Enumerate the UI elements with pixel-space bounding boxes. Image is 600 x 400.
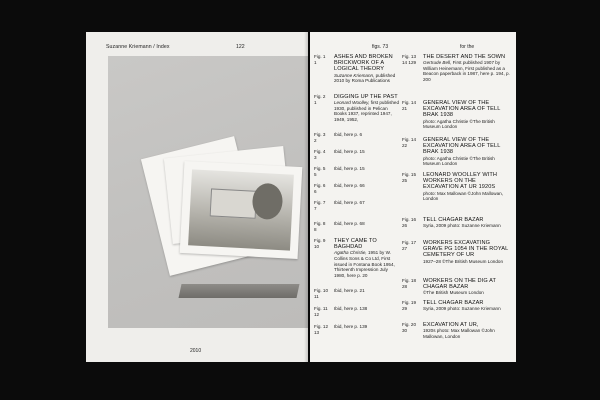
fig-label-text: Fig. 2 [314,94,326,99]
entry-title: THEY CAME TO BAGHDAD [334,238,377,251]
fig-page-ref: 29 [402,305,408,311]
entry-text: Ibid, here p. 68 [334,221,365,226]
fig-label-text: Fig. 4 [314,149,326,154]
fig-page-ref: 7 [314,205,317,211]
fig-label [314,306,334,317]
index-entry [423,217,511,229]
fig-label-text: Fig. 7 [314,200,326,205]
entry-text: Suzanne Kriemann, published 2010 by Roma Publications [334,72,396,84]
postcard-front [180,161,303,259]
index-entry [423,278,511,296]
index-entry [423,240,511,264]
index-entry [334,238,400,278]
entry-text: Ibid, here p. 15 [334,149,365,154]
postcard-stack-shadow [179,284,300,298]
entry-title: WORKERS ON THE DIG AT CHAGAR BAZAR [423,278,496,291]
fig-page-ref: 26 [402,222,408,228]
entry-title: ASHES AND BROKEN BRICKWORK OF A LOGICAL THEORY [334,54,393,73]
fig-label [402,278,422,289]
index-entry [334,288,400,294]
entry-text: 1927–28 ©The British Museum London [423,258,503,264]
fig-page-ref: 5 [314,171,317,177]
entry-text: Agatha Christie, 1951 by W. Collins Sons & Co Ltd, First issued in Fontana Book 1954, Thirteenth Impression July 1980, here p. 20 [334,250,395,278]
fig-label-text: Fig. 13 [402,54,417,59]
fig-page-ref: 21 [402,105,408,111]
index-entry [334,94,400,123]
header-for-the: for the [460,44,475,50]
entry-title: DIGGING UP THE PAST [334,94,398,100]
fig-label [314,183,334,194]
index-entry [334,149,400,155]
fig-page-ref: 14 129 [402,59,417,65]
fig-label-text: Fig. 15 [402,172,417,177]
fig-page-ref: 25 [402,177,408,183]
fig-label [314,200,334,211]
index-entry [423,54,511,83]
fig-label-text: Fig. 1 [314,54,326,59]
fig-page-ref: 8 [314,226,317,232]
fig-label [314,54,334,65]
fig-label [314,238,334,249]
fig-label-text: Fig. 12 [314,324,329,329]
fig-page-ref: 11 [314,293,319,299]
fig-label-text: Fig. 19 [402,300,417,305]
building-in-postcard [210,188,257,218]
fig-label [314,324,334,335]
fig-label [314,166,334,177]
tree-in-postcard [252,183,284,221]
fig-label-text: Fig. 18 [402,278,417,283]
fig-label-text: Fig. 14 [402,100,417,105]
entry-text: Ibid, here p. 67 [334,200,365,205]
entry-title: WORKERS EXCAVATING GRAVE PG 1054 IN THE ROYAL CEMETERY OF UR [423,240,509,259]
index-entry [334,166,400,172]
fig-label-text: Fig. 11 [314,306,328,311]
fig-label [402,54,422,65]
entry-author: Suzanne Kriemann, [334,72,376,78]
entry-text: Leonard Woolley, first published 1930, published in Pelican Books 1937, reprinted 1947, 1949, 1952, [334,100,400,122]
page-number: 122 [236,44,245,50]
fig-page-ref: 13 [314,329,320,335]
entry-text: photo: Agatha Christie ©The British Museum London [423,155,495,167]
fig-page-ref: 22 [402,142,408,148]
right-page [310,32,516,362]
fig-label [402,172,422,183]
index-entry [334,306,400,312]
fig-page-ref: 27 [402,245,408,251]
fig-label [314,94,334,105]
entry-text: Ibid, here p. 66 [334,183,365,188]
entry-text: Ibid, here p. 139 [334,324,368,329]
left-page [86,32,308,362]
fig-label-text: Fig. 20 [402,322,417,327]
fig-page-ref: 2 [314,137,317,143]
fig-page-ref: 30 [402,327,408,333]
photo-of-postcards [108,56,308,328]
fig-label [314,221,334,232]
fig-label-text: Fig. 16 [402,217,417,222]
fig-label [402,322,422,333]
fig-label [402,240,422,251]
fig-page-ref: 1 [314,99,317,105]
postcard-image [188,169,294,250]
entry-title: GENERAL VIEW OF THE EXCAVATION AREA OF TELL BRAK 1938 [423,100,501,119]
entry-text: Ibid, here p. 138 [334,306,368,311]
entry-text: Gertrude Bell, First published 1907 by William Heinemann, First published as a Beacon paperback in 1987, here p. 194, p. 200 [423,60,510,82]
entry-text: photo: Max Mallowan ©John Mallowan, London [423,190,503,202]
entry-title: TELL CHAGAR BAZAR [423,300,484,306]
index-entry [334,200,400,206]
index-entry [423,300,511,312]
fig-label [402,217,422,228]
index-entry [334,54,400,84]
entry-text: Syria, 2009 photo: Suzanne Kriemann [423,306,501,312]
fig-label [402,137,422,148]
entry-text: Syria, 2009 photo: Suzanne Kriemann [423,223,501,229]
index-entry [423,172,511,202]
entry-text: Ibid, here p. 6 [334,132,363,137]
entry-title: GENERAL VIEW OF THE EXCAVATION AREA OF TELL BRAK 1938 [423,137,501,156]
header-figs: figs. 73 [372,44,389,50]
fig-page-ref: 1 [314,59,317,65]
fig-label-text: Fig. 14 [402,137,417,142]
index-entry [423,100,511,130]
fig-label-text: Fig. 8 [314,221,326,226]
fig-label [402,100,422,111]
index-entry [423,137,511,167]
fig-label [314,149,334,160]
fig-label-text: Fig. 5 [314,166,326,171]
fig-label [314,288,334,299]
index-entry [334,221,400,227]
fig-page-ref: 28 [402,283,408,289]
entry-author: Agatha Christie, [334,250,368,256]
fig-label-text: Fig. 3 [314,132,326,137]
index-entry [423,322,511,339]
fig-page-ref: 10 [314,243,320,249]
fig-page-ref: 12 [314,311,320,317]
index-entry [334,132,400,138]
fig-label-text: Fig. 17 [402,240,417,245]
open-book [86,32,516,362]
entry-text: 1920s photo: Max Mallowan ©John Mallowan, London [423,328,495,339]
entry-title: TELL CHAGAR BAZAR [423,217,484,223]
entry-author: Leonard Woolley, [334,100,371,106]
entry-author: Gertrude Bell, [423,60,453,66]
fig-label-text: Fig. 9 [314,238,326,243]
entry-title: LEONARD WOOLLEY WITH WORKERS ON THE EXCAVATION AT UR 1920S [423,172,498,191]
index-entry [334,324,400,330]
entry-text: photo: Agatha Christie ©The British Museum London [423,118,495,130]
fig-label-text: Fig. 6 [314,183,326,188]
fig-page-ref: 6 [314,188,317,194]
index-entry [334,183,400,189]
fig-label [402,300,422,311]
entry-title: THE DESERT AND THE SOWN [423,54,506,60]
fig-label-text: Fig. 10 [314,288,329,293]
entry-title: EXCAVATION AT UR, [423,322,479,328]
page-year: 2010 [190,348,202,354]
entry-text: Ibid, here p. 21 [334,288,365,293]
running-head: Suzanne Kriemann / Index [106,44,170,50]
entry-text: Ibid, here p. 15 [334,166,365,171]
fig-label [314,132,334,143]
fig-page-ref: 3 [314,154,317,160]
entry-text: ©The British Museum London [423,290,484,296]
